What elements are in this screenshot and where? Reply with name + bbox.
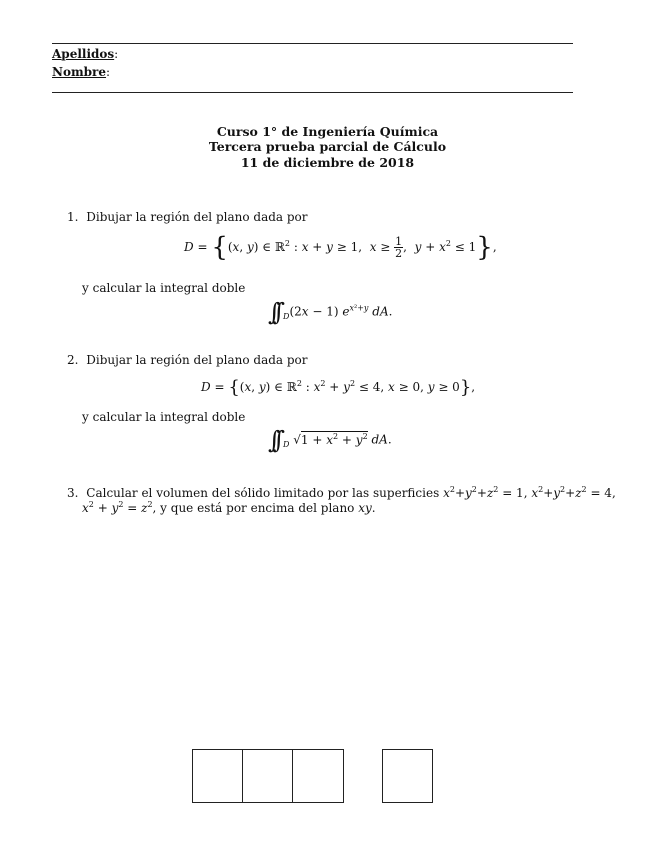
problem-2-integral: ∫∫ $_D$ $√1 + x^2 + y^2$ dA. bbox=[268, 426, 392, 454]
score-box-3[interactable] bbox=[292, 749, 344, 803]
problem-1-between-text: y calcular la integral doble bbox=[82, 281, 246, 295]
header-bottom-rule bbox=[52, 92, 573, 93]
exam-title: Tercera prueba parcial de Cálculo bbox=[208, 139, 447, 154]
problem-1-integral: ∫∫ $_D$(2x − 1) $e^{x^2+y}$ dA. bbox=[268, 298, 393, 326]
problem-2-number: 2. bbox=[67, 353, 79, 367]
problem-3: 3. Calcular el volumen del sólido limitado por las superficies $x^2+y^2+z^2 = 1$, $x^2+y^2+z^2 = 4$, bbox=[67, 485, 616, 500]
problem-1-text: Dibujar la región del plano dada por bbox=[86, 210, 308, 224]
problem-1-number: 1. bbox=[67, 210, 79, 224]
problem-1 bbox=[67, 210, 308, 224]
problem-3-line2-text: , y que está por encima del plano bbox=[152, 501, 355, 515]
score-box-2[interactable] bbox=[242, 749, 293, 803]
course-title: Curso 1° de Ingeniería Química bbox=[216, 124, 439, 139]
score-box-1[interactable] bbox=[192, 749, 243, 803]
problem-2 bbox=[67, 353, 308, 367]
surname-label: Apellidos bbox=[52, 47, 115, 61]
problem-1-region-formula: D = {(x, y) ∈ ℝ$^2$ : x + y ≥ 1, x ≥ $\frac{1}{2}$ , $y + x^2 \le 1$}, bbox=[184, 232, 497, 263]
problem-2-text: Dibujar la región del plano dada por bbox=[86, 353, 308, 367]
name-field[interactable]: Nombre: bbox=[52, 65, 111, 79]
problem-3-line1: Calcular el volumen del sólido limitado por las superficies bbox=[86, 486, 440, 500]
problem-2-region-formula: D = {(x, y) ∈ ℝ$^2$ : $x^2 + y^2 \le 4$, x ≥ 0, y ≥ 0}, bbox=[201, 377, 476, 398]
problem-3-line2: $x^2 + y^2 = z^2$, y que está por encima del plano xy. bbox=[82, 500, 376, 515]
header-top-rule bbox=[52, 43, 573, 44]
score-box-total[interactable] bbox=[382, 749, 433, 803]
name-label: Nombre bbox=[52, 65, 107, 79]
problem-2-between-text: y calcular la integral doble bbox=[82, 410, 246, 424]
exam-date: 11 de diciembre de 2018 bbox=[240, 155, 415, 170]
surname-field[interactable]: Apellidos: bbox=[52, 47, 119, 61]
problem-3-number: 3. bbox=[67, 486, 79, 500]
